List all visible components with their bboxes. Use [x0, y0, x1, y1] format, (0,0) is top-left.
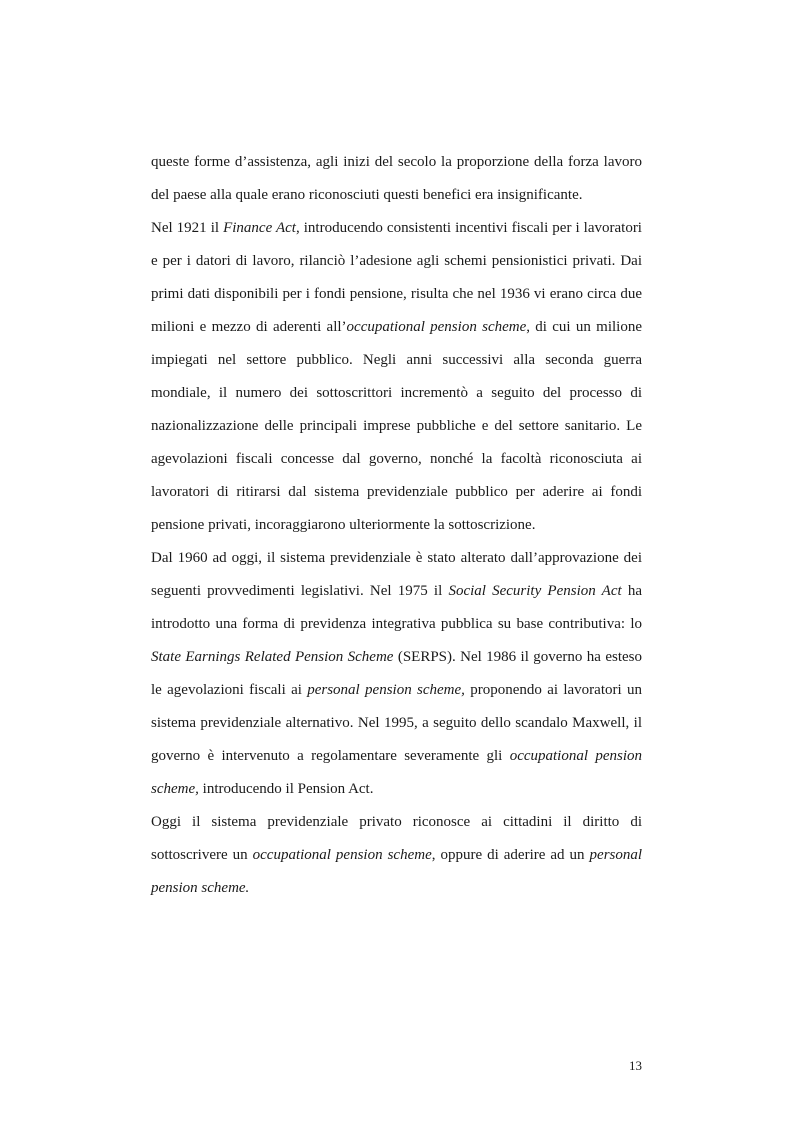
paragraph: [151, 542, 642, 806]
text-run-italic: personal pension scheme,: [307, 682, 465, 698]
text-run: , oppure di aderire ad un: [431, 847, 590, 863]
text-run-italic: Finance Act: [223, 220, 296, 236]
text-run-italic: State Earnings Related Pension Scheme: [151, 649, 394, 665]
text-run: introducendo il Pension Act.: [198, 781, 374, 797]
paragraph: [151, 806, 642, 905]
text-run: queste forme d’assistenza, agli inizi del secolo la proporzione della forza lavoro del paese alla quale erano riconosciuti questi benefici era insignificante.: [151, 154, 642, 203]
text-run: Dal 1960 ad oggi, il sistema previdenziale è stato alterato dall’approvazione dei seguenti provvedimenti legislativi. Nel 1975 il: [151, 550, 642, 599]
text-run: proponendo ai lavoratori un sistema previdenziale alternativo. Nel 1995, a seguito dello scandalo Maxwell, il governo è intervenuto a regolamentare severamente gli: [151, 682, 642, 764]
text-run: , introducendo consistenti incentivi fiscali per i lavoratori e per i datori di lavoro, rilanciò l’adesione agli schemi pensionistici privati. Dai primi dati disponibili per i fondi pensione, risulta che nel 1936 vi erano circa due milioni e mezzo di aderenti all’: [151, 220, 642, 335]
text-run: Oggi il sistema previdenziale privato riconosce ai cittadini il diritto di sottoscrivere un: [151, 814, 642, 863]
page-number: 13: [629, 1058, 642, 1073]
text-run: Nel 1921 il: [151, 220, 224, 236]
text-run-italic: occupational pension scheme: [252, 847, 432, 863]
text-run-italic: occupational pension scheme: [346, 319, 527, 335]
text-run: ha introdotto una forma di previdenza integrativa pubblica su base contributiva: lo: [151, 583, 642, 632]
text-run-italic: personal pension scheme.: [151, 847, 643, 896]
text-run-italic: Social Security Pension Act: [448, 583, 622, 599]
text-run-italic: occupational pension scheme,: [151, 748, 642, 797]
text-run: , di cui un milione impiegati nel settore pubblico. Negli anni successivi alla seconda guerra mondiale, il numero dei sottoscrittori incrementò a seguito del processo di nazionalizzazione delle principali imprese pubbliche e del settore sanitario. Le agevolazioni fiscali concesse dal governo, nonché la facoltà riconosciuta ai lavoratori di ritirarsi dal sistema previdenziale pubblico per aderire ai fondi pensione privati, incoraggiarono ulteriormente la sottoscrizione.: [151, 319, 642, 533]
body-text: [151, 146, 642, 905]
text-run: (SERPS). Nel 1986 il governo ha esteso le agevolazioni fiscali ai: [151, 649, 642, 698]
paragraph: [151, 212, 642, 542]
paragraph: [151, 146, 642, 212]
